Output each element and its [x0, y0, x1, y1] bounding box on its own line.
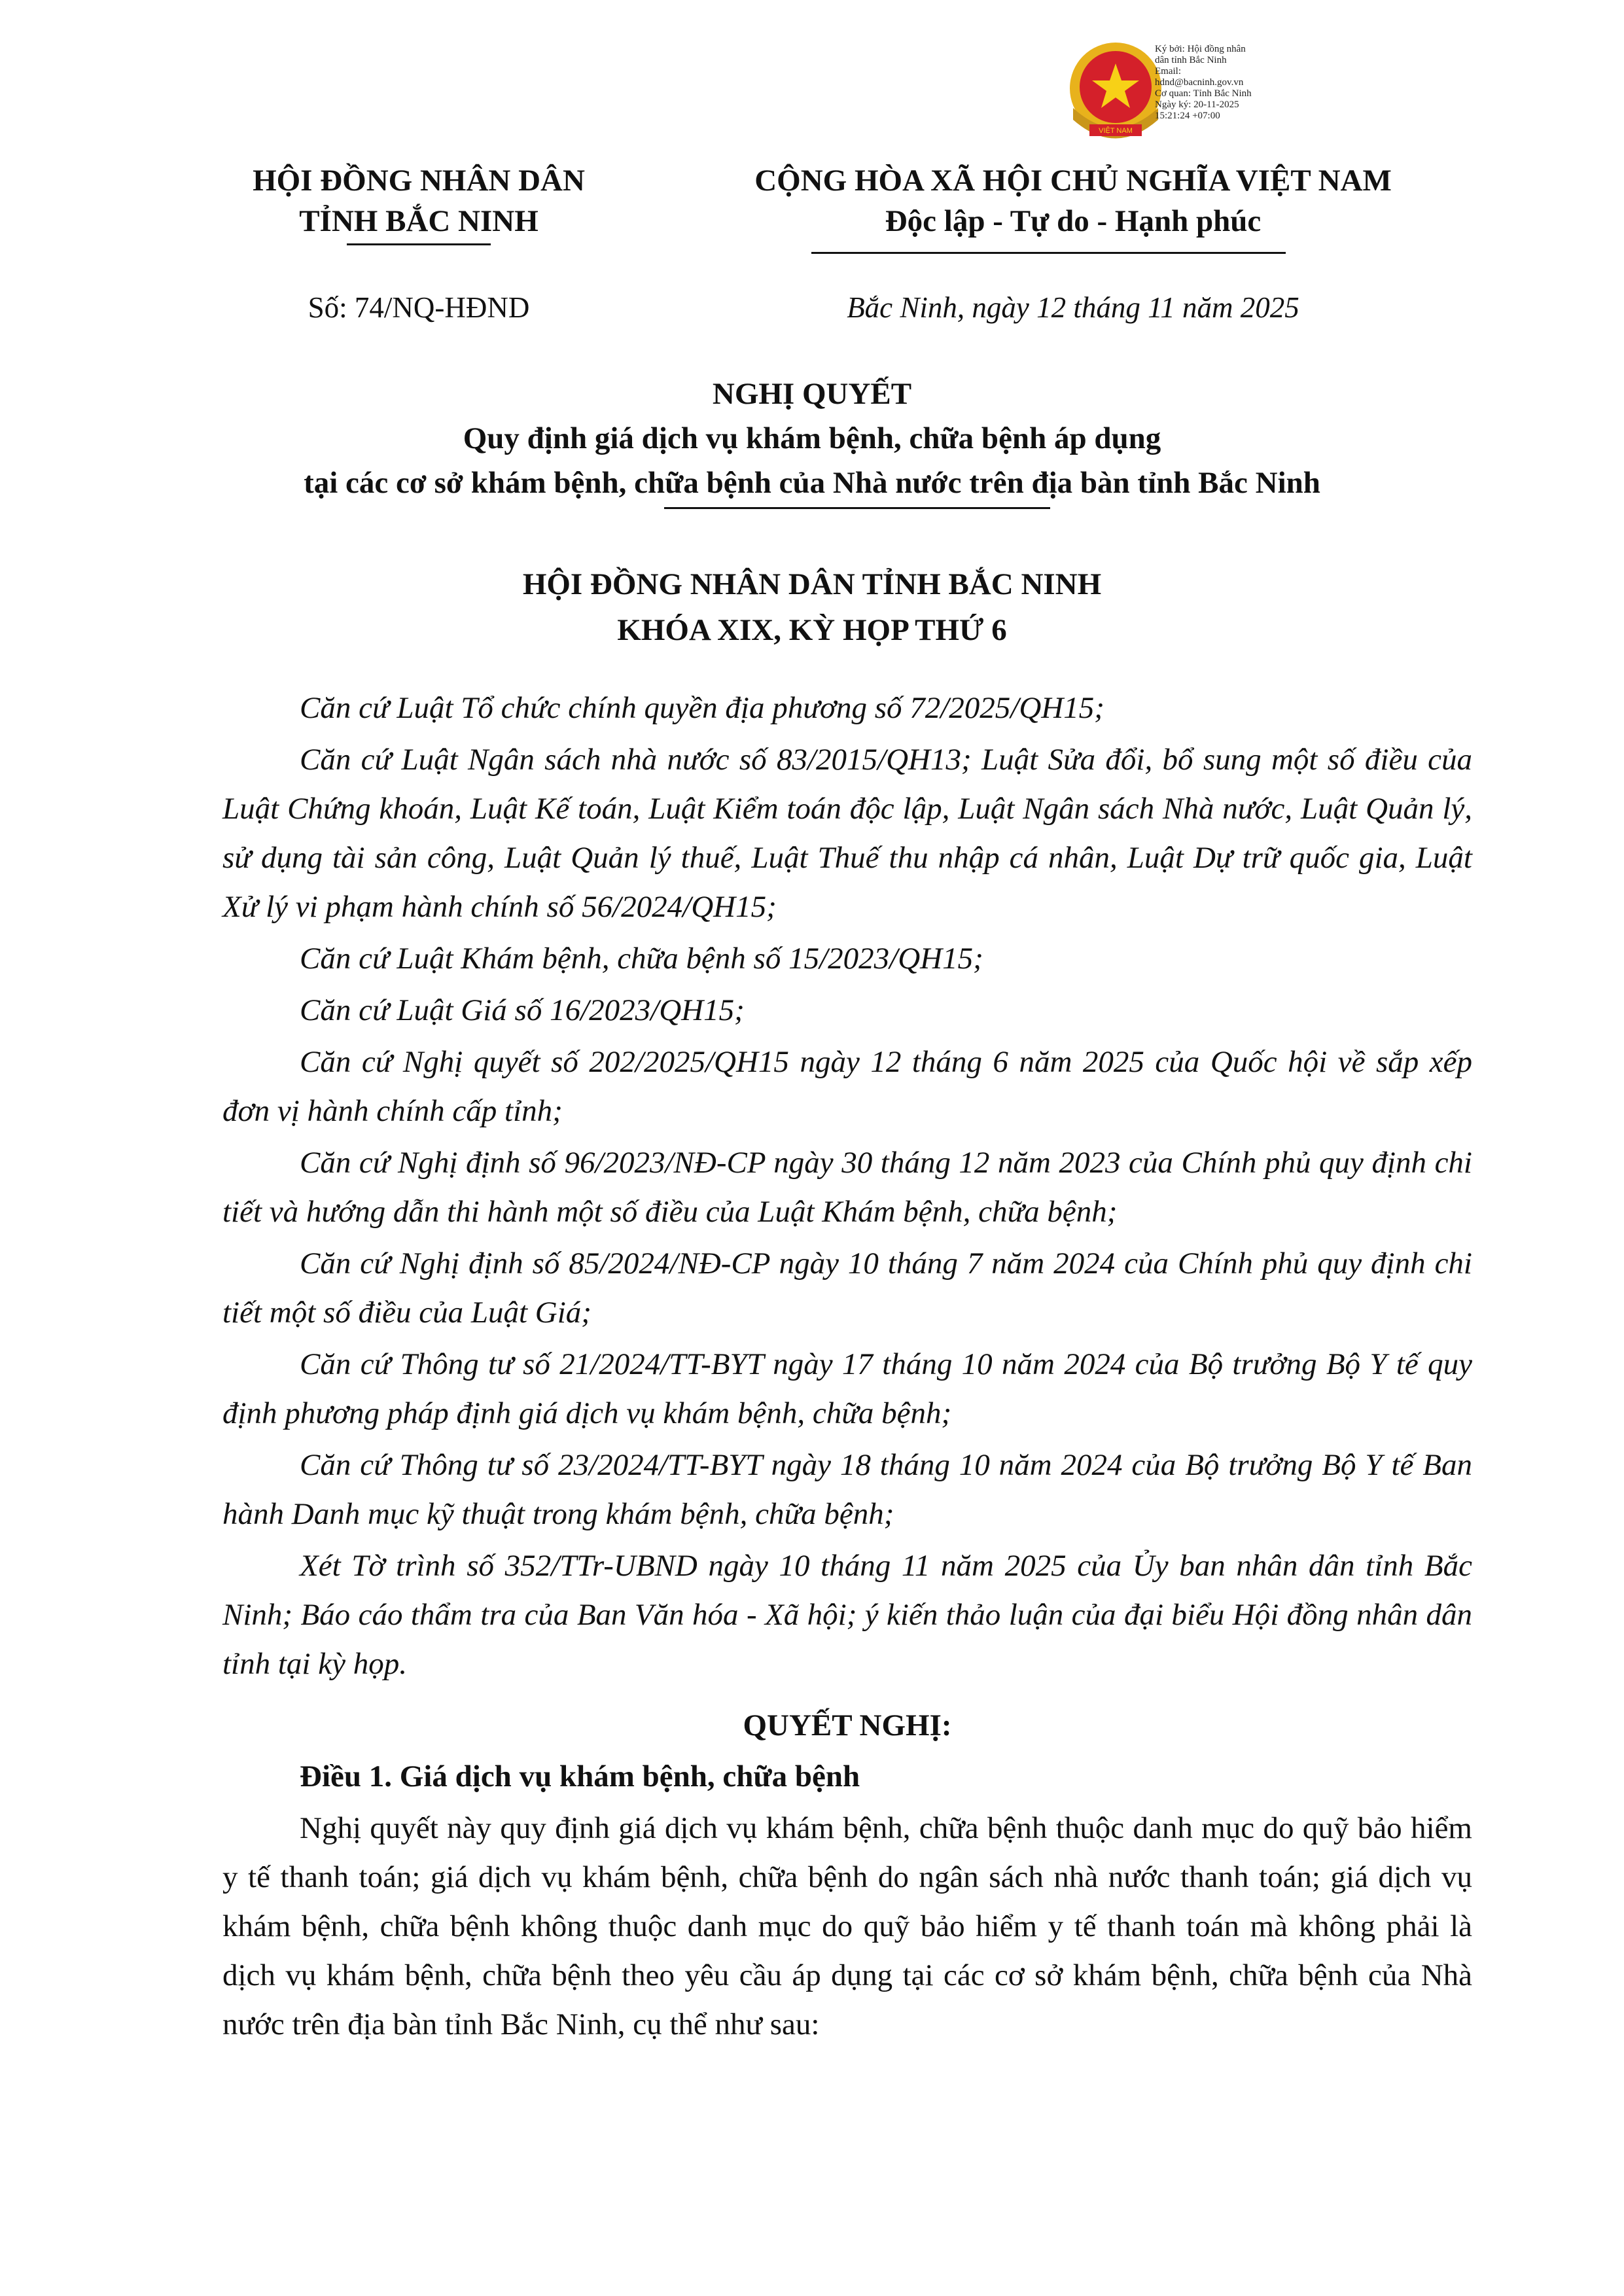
signature-details [1155, 44, 1371, 122]
legal-basis: Căn cứ Nghị định số 85/2024/NĐ-CP ngày 10 tháng 7 năm 2024 của Chính phủ quy định chi tiết một số điều của Luật Giá; [222, 1246, 1472, 1330]
legal-basis: Căn cứ Luật Giá số 16/2023/QH15; [300, 993, 745, 1027]
signature-line: Cơ quan: Tỉnh Bắc Ninh [1155, 88, 1252, 99]
doc-type: NGHỊ QUYẾT [712, 377, 912, 411]
legal-basis: Căn cứ Nghị quyết số 202/2025/QH15 ngày 12 tháng 6 năm 2025 của Quốc hội về sắp xếp đơn vị hành chính cấp tỉnh; [222, 1045, 1472, 1128]
council-line2: KHÓA XIX, KỲ HỌP THỨ 6 [617, 613, 1007, 647]
legal-basis: Căn cứ Luật Ngân sách nhà nước số 83/2015/QH13; Luật Sửa đổi, bổ sung một số điều của Luật Chứng khoán, Luật Kế toán, Luật Kiểm toán độc lập, Luật Ngân sách Nhà nước, Luật Quản lý, sử dụng tài sản công, Luật Quản lý thuế, Luật Thuế thu nhập cá nhân, Luật Dự trữ quốc gia, Luật Xử lý vi phạm hành chính số 56/2024/QH15; [222, 743, 1472, 924]
document-number: Số: 74/NQ-HĐND [308, 291, 530, 324]
subject-line2: tại các cơ sở khám bệnh, chữa bệnh của Nhà nước trên địa bàn tỉnh Bắc Ninh [304, 466, 1320, 500]
council-heading [131, 561, 1493, 653]
signature-line: Ký bởi: Hội đồng nhân [1155, 44, 1246, 54]
country-name: CỘNG HÒA XÃ HỘI CHỦ NGHĨA VIỆT NAM [754, 164, 1392, 198]
signature-line: dân tỉnh Bắc Ninh [1155, 55, 1227, 65]
issuing-body-line1: HỘI ĐỒNG NHÂN DÂN [253, 164, 585, 198]
digital-signature [1060, 36, 1335, 154]
signature-line: Ngày ký: 20-11-2025 [1155, 99, 1239, 110]
document-title [131, 372, 1493, 505]
motto-underline [811, 252, 1286, 254]
legal-basis: Xét Tờ trình số 352/TTr-UBND ngày 10 tháng 11 năm 2025 của Ủy ban nhân dân tỉnh Bắc Ninh; Báo cáo thẩm tra của Ban Văn hóa - Xã hội; ý kiến thảo luận của đại biểu Hội đồng nhân dân tỉnh tại kỳ họp. [222, 1549, 1472, 1681]
article-heading: Điều 1. Giá dịch vụ khám bệnh, chữa bệnh [300, 1759, 860, 1793]
decision-heading: QUYẾT NGHỊ: [743, 1708, 952, 1742]
legal-basis: Căn cứ Nghị định số 96/2023/NĐ-CP ngày 30 tháng 12 năm 2023 của Chính phủ quy định chi tiết và hướng dẫn thi hành một số điều của Luật Khám bệnh, chữa bệnh; [222, 1146, 1472, 1229]
signature-line: 15:21:24 +07:00 [1155, 111, 1220, 121]
title-underline [664, 507, 1050, 509]
legal-basis: Căn cứ Luật Tổ chức chính quyền địa phương số 72/2025/QH15; [300, 691, 1104, 725]
issuing-body-underline [347, 243, 491, 245]
svg-text:VIỆT NAM: VIỆT NAM [1099, 127, 1133, 135]
article-paragraph: Nghị quyết này quy định giá dịch vụ khám bệnh, chữa bệnh thuộc danh mục do quỹ bảo hiểm y tế thanh toán; giá dịch vụ khám bệnh, chữa bệnh do ngân sách nhà nước thanh toán; giá dịch vụ khám bệnh, chữa bệnh không thuộc danh mục do quỹ bảo hiểm y tế thanh toán mà không phải là dịch vụ khám bệnh, chữa bệnh theo yêu cầu áp dụng tại các cơ sở khám bệnh, chữa bệnh của Nhà nước trên địa bàn tỉnh Bắc Ninh, cụ thể như sau: [222, 1811, 1472, 2041]
signature-line: hdnd@bacninh.gov.vn [1155, 77, 1244, 88]
document-body [222, 684, 1472, 2049]
council-line1: HỘI ĐỒNG NHÂN DÂN TỈNH BẮC NINH [522, 567, 1102, 601]
issuing-body [209, 160, 628, 241]
legal-basis: Căn cứ Thông tư số 23/2024/TT-BYT ngày 18 tháng 10 năm 2024 của Bộ trưởng Bộ Y tế Ban hành Danh mục kỹ thuật trong khám bệnh, chữa bệnh; [222, 1448, 1472, 1531]
subject-line1: Quy định giá dịch vụ khám bệnh, chữa bệnh áp dụng [463, 421, 1161, 455]
issuing-body-line2: TỈNH BẮC NINH [299, 204, 538, 238]
legal-basis: Căn cứ Luật Khám bệnh, chữa bệnh số 15/2023/QH15; [300, 942, 983, 976]
place-date: Bắc Ninh, ngày 12 tháng 11 năm 2025 [847, 291, 1299, 324]
legal-basis: Căn cứ Thông tư số 21/2024/TT-BYT ngày 17 tháng 10 năm 2024 của Bộ trưởng Bộ Y tế quy định phương pháp định giá dịch vụ khám bệnh, chữa bệnh; [222, 1347, 1472, 1430]
motto: Độc lập - Tự do - Hạnh phúc [885, 204, 1262, 238]
national-motto [654, 160, 1492, 241]
signature-line: Email: [1155, 66, 1181, 77]
